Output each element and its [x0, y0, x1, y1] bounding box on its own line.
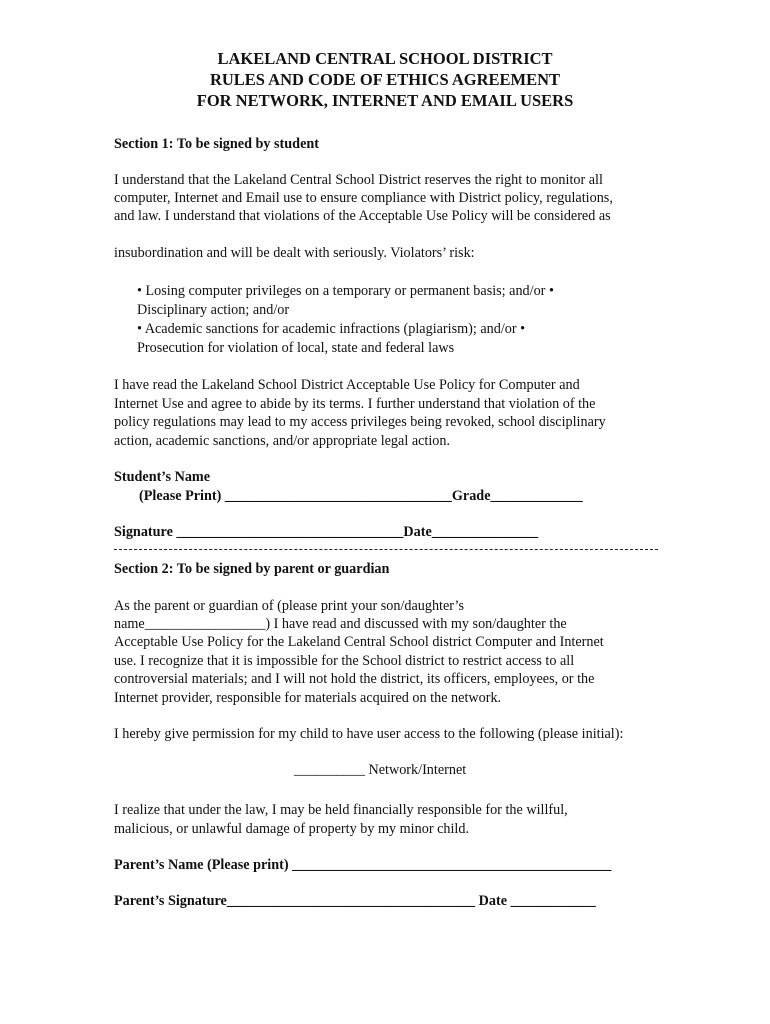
paragraph-line: and law. I understand that violations of the Acceptable Use Policy will be considered as — [114, 208, 611, 224]
paragraph-line: Internet provider, responsible for materials acquired on the network. — [114, 690, 502, 706]
list-item: • Academic sanctions for academic infractions (plagiarism); and/or • — [137, 321, 526, 337]
list-item: Prosecution for violation of local, state and federal laws — [137, 340, 455, 356]
paragraph-line: As the parent or guardian of (please print your son/daughter’s — [114, 598, 464, 614]
paragraph-line: Acceptable Use Policy for the Lakeland Central School district Computer and Internet — [114, 634, 604, 650]
paragraph-line: I understand that the Lakeland Central School District reserves the right to monitor all — [114, 172, 603, 188]
paragraph-line: action, academic sanctions, and/or appropriate legal action. — [114, 433, 451, 449]
paragraph-line: controversial materials; and I will not hold the district, its officers, employees, or the — [114, 671, 595, 687]
section-1-heading: Section 1: To be signed by student — [114, 136, 319, 152]
student-name-label: Student’s Name — [114, 469, 211, 485]
title-line-1: LAKELAND CENTRAL SCHOOL DISTRICT — [217, 49, 553, 68]
paragraph-line: computer, Internet and Email use to ensure compliance with District policy, regulations, — [114, 190, 613, 206]
paragraph-line: use. I recognize that it is impossible for the School district to restrict access to all — [114, 653, 575, 669]
section-divider — [114, 549, 658, 550]
section-2-heading: Section 2: To be signed by parent or guardian — [114, 561, 390, 577]
parent-signature-date-field[interactable]: Parent’s Signature___________________________________ Date ____________ — [114, 893, 596, 909]
list-item: • Losing computer privileges on a temporary or permanent basis; and/or • — [137, 283, 554, 299]
paragraph-line: malicious, or unlawful damage of property by my minor child. — [114, 821, 469, 837]
title-line-2: RULES AND CODE OF ETHICS AGREEMENT — [209, 70, 561, 89]
paragraph-line: I have read the Lakeland School District Acceptable Use Policy for Computer and — [114, 377, 580, 393]
student-name-grade-field[interactable]: (Please Print) ________________________________Grade_____________ — [139, 488, 583, 504]
network-internet-initial-field[interactable]: __________ Network/Internet — [294, 762, 467, 778]
title-line-3: FOR NETWORK, INTERNET AND EMAIL USERS — [196, 91, 574, 110]
paragraph-line: I realize that under the law, I may be held financially responsible for the willful, — [114, 802, 568, 818]
paragraph-line: policy regulations may lead to my access privileges being revoked, school disciplinary — [114, 414, 606, 430]
paragraph-line: Internet Use and agree to abide by its terms. I further understand that violation of the — [114, 396, 596, 412]
permission-statement: I hereby give permission for my child to have user access to the following (please initial): — [114, 726, 624, 742]
child-name-field[interactable]: name_________________) I have read and discussed with my son/daughter the — [114, 616, 567, 632]
student-signature-date-field[interactable]: Signature ________________________________Date_______________ — [114, 524, 539, 540]
paragraph-line: insubordination and will be dealt with seriously. Violators’ risk: — [114, 245, 475, 261]
list-item: Disciplinary action; and/or — [137, 302, 290, 318]
parent-name-field[interactable]: Parent’s Name (Please print) _____________________________________________ — [114, 857, 612, 873]
